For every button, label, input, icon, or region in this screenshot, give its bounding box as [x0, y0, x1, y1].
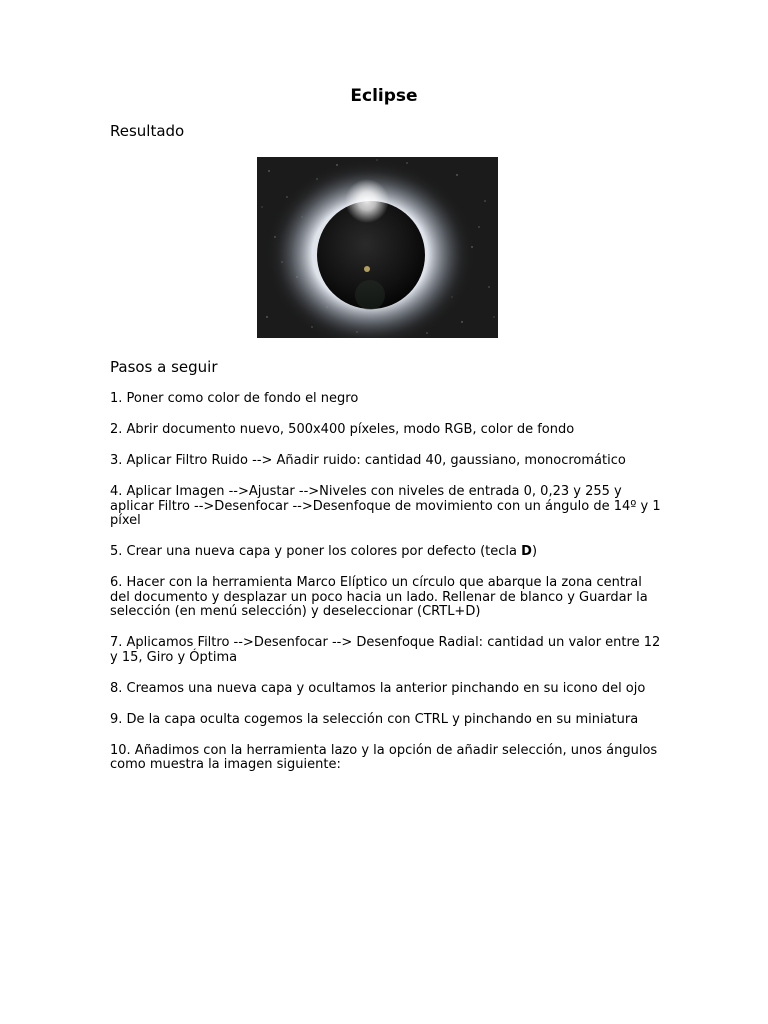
step-item: 6. Hacer con la herramienta Marco Elíptico un círculo que abarque la zona central del documento y desplazar un poco hacia un lado. Rellenar de blanco y Guardar la selección (en menú selección) y deseleccionar (CRTL+D)	[110, 575, 648, 619]
step-item: 8. Creamos una nueva capa y ocultamos la anterior pinchando en su icono del ojo	[110, 680, 646, 696]
step-item	[110, 545, 665, 560]
step-key: D	[521, 544, 532, 559]
step-item: 2. Abrir documento nuevo, 500x400 píxeles, modo RGB, color de fondo	[110, 422, 575, 437]
page-title: Eclipse	[350, 86, 418, 106]
section-heading-result: Resultado	[110, 122, 185, 140]
step-item: 10. Añadimos con la herramienta lazo y la opción de añadir selección, unos ángulos como muestra la imagen siguiente:	[110, 742, 658, 772]
lens-flare-dot	[364, 266, 370, 272]
steps-list	[110, 392, 665, 789]
step-text: 5. Crear una nueva capa y poner los colores por defecto (tecla	[110, 544, 522, 559]
flare	[345, 179, 389, 223]
section-heading-steps: Pasos a seguir	[110, 358, 218, 376]
step-item: 7. Aplicamos Filtro -->Desenfocar --> Desenfoque Radial: cantidad un valor entre 12 y 15, Giro y Óptima	[110, 635, 661, 665]
lens-flare-ring	[355, 280, 385, 310]
eclipse-illustration	[257, 157, 498, 338]
eclipse-image	[257, 157, 498, 338]
step-item: 1. Poner como color de fondo el negro	[110, 391, 359, 406]
step-item: 9. De la capa oculta cogemos la selección con CTRL y pinchando en su miniatura	[110, 711, 639, 727]
step-item: 4. Aplicar Imagen -->Ajustar -->Niveles con niveles de entrada 0, 0,23 y 255 y aplicar Filtro -->Desenfocar -->Desenfoque de movimiento con un ángulo de 14º y 1 píxel	[110, 484, 661, 528]
step-text: )	[531, 544, 538, 559]
step-item: 3. Aplicar Filtro Ruido --> Añadir ruido: cantidad 40, gaussiano, monocromático	[110, 453, 626, 468]
